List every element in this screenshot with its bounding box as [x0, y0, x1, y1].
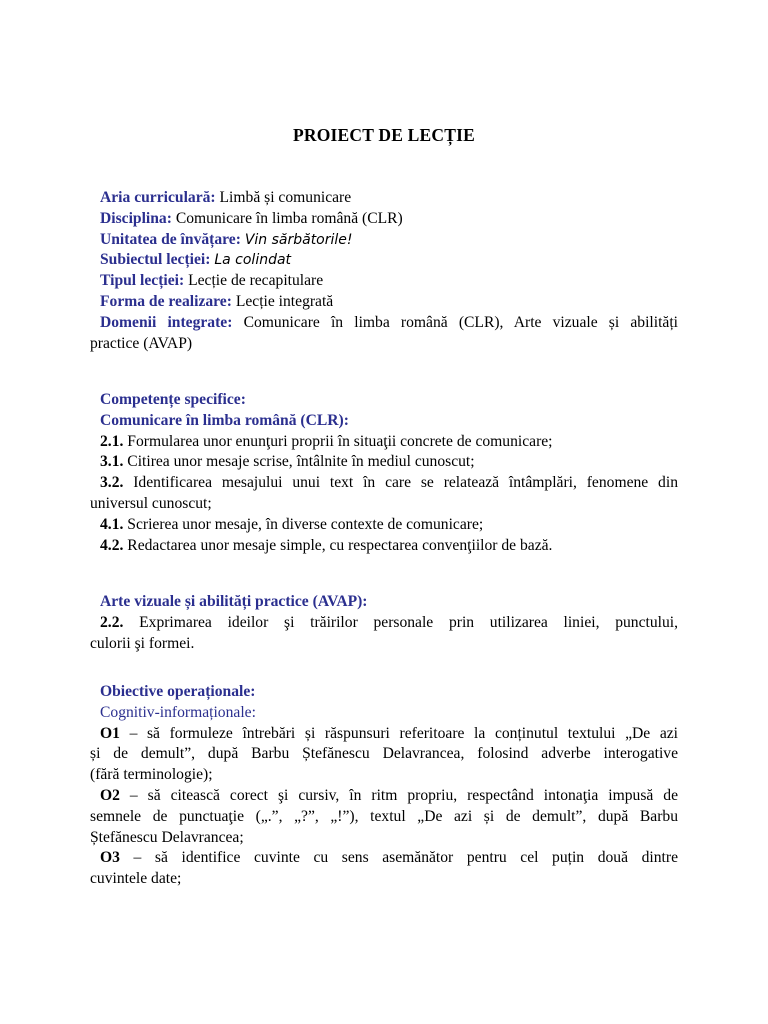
info-unitatea	[90, 230, 678, 251]
competence-num: 4.2.	[100, 536, 124, 554]
competence-text: Citirea unor mesaje scrise, întâlnite în mediul cunoscut;	[127, 453, 475, 471]
avap-heading: Arte vizuale și abilități practice (AVAP):	[100, 593, 368, 610]
avap-section	[90, 592, 678, 654]
domenii-value-line2: practice (AVAP)	[90, 334, 193, 352]
objective-line2: și de demult”, după Barbu Ștefănescu Delavrancea, folosind adverbe interogative	[90, 745, 678, 763]
domenii-label: Domenii integrate:	[100, 313, 233, 331]
unitatea-label: Unitatea de învățare:	[100, 230, 241, 248]
competence-text: Redactarea unor mesaje simple, cu respectarea convenţiilor de bază.	[127, 536, 553, 554]
obiective-heading: Obiective operaționale:	[100, 683, 256, 700]
avap-num: 2.2.	[100, 613, 124, 631]
aria-label: Aria curriculară:	[100, 189, 216, 206]
objective-line3: Ștefănescu Delavrancea;	[90, 828, 244, 846]
obiective-section	[90, 682, 678, 890]
objective-line1: – să identifice cuvinte cu sens asemănător pentru cel puțin două dintre	[119, 849, 678, 867]
objective-line1: – să formuleze întrebări și răspunsuri referitoare la conținutul textului „De azi	[119, 724, 678, 742]
info-domenii	[90, 313, 678, 334]
tipul-value: Lecție de recapitulare	[188, 272, 324, 290]
info-aria	[90, 188, 678, 209]
objective-line2: cuvintele date;	[90, 870, 182, 888]
objective-item	[90, 786, 678, 807]
page-title: PROIECT DE LECȚIE	[292, 125, 475, 145]
objective-item	[90, 724, 678, 745]
lesson-info	[90, 188, 678, 354]
competence-text-line1: Identificarea mesajului unui text în care se relatează întâmplări, fenomene din	[133, 474, 678, 492]
avap-text-line2: culorii şi formei.	[90, 634, 195, 652]
obiective-subheading: Cognitiv-informaționale:	[100, 703, 256, 721]
competente-section	[90, 390, 678, 556]
competence-text-line2: universul cunoscut;	[90, 494, 212, 512]
objective-code: O3	[100, 849, 120, 867]
disciplina-label: Disciplina:	[100, 209, 172, 227]
competente-heading: Competențe specifice:	[100, 391, 246, 408]
domenii-value-line1: Comunicare în limba română (CLR), Arte vizuale și abilități	[243, 313, 678, 331]
info-disciplina	[90, 209, 678, 230]
objective-item	[90, 848, 678, 869]
objective-code: O2	[100, 786, 120, 804]
tipul-label: Tipul lecției:	[100, 272, 185, 290]
competence-num: 4.1.	[100, 515, 124, 533]
competence-num: 3.2.	[100, 474, 124, 492]
info-tipul	[90, 271, 678, 292]
competence-text: Scrierea unor mesaje, în diverse contexte de comunicare;	[127, 515, 484, 533]
objective-line1: – să citească corect şi cursiv, în ritm propriu, respectând intonaţia impusă de	[119, 786, 678, 804]
competence-item	[90, 473, 678, 494]
aria-value: Limbă și comunicare	[219, 189, 352, 206]
disciplina-value: Comunicare în limba română (CLR)	[175, 209, 403, 227]
objective-code: O1	[100, 724, 120, 742]
competence-num: 3.1.	[100, 453, 124, 471]
subiectul-label: Subiectul lecției:	[100, 251, 211, 269]
competence-text: Formularea unor enunţuri proprii în situaţii concrete de comunicare;	[127, 432, 553, 450]
competence-item	[90, 536, 678, 557]
clr-heading: Comunicare în limba română (CLR):	[100, 411, 349, 429]
info-forma	[90, 292, 678, 313]
competence-item	[90, 452, 678, 473]
unitatea-value: Vin sărbătorile!	[244, 231, 353, 248]
competence-num: 2.1.	[100, 432, 124, 450]
info-subiectul	[90, 250, 678, 271]
objective-line2: semnele de punctuaţie („.”, „?”, „!”), textul „De azi și de demult”, după Barbu	[90, 807, 678, 825]
competence-item	[90, 515, 678, 536]
avap-text-line1: Exprimarea ideilor şi trăirilor personale prin utilizarea liniei, punctului,	[139, 613, 678, 631]
competence-item	[90, 432, 678, 453]
avap-item	[90, 613, 678, 634]
objective-line3: (fără terminologie);	[90, 766, 213, 784]
forma-label: Forma de realizare:	[100, 292, 232, 310]
subiectul-value: La colindat	[214, 252, 292, 269]
forma-value: Lecție integrată	[235, 292, 334, 310]
